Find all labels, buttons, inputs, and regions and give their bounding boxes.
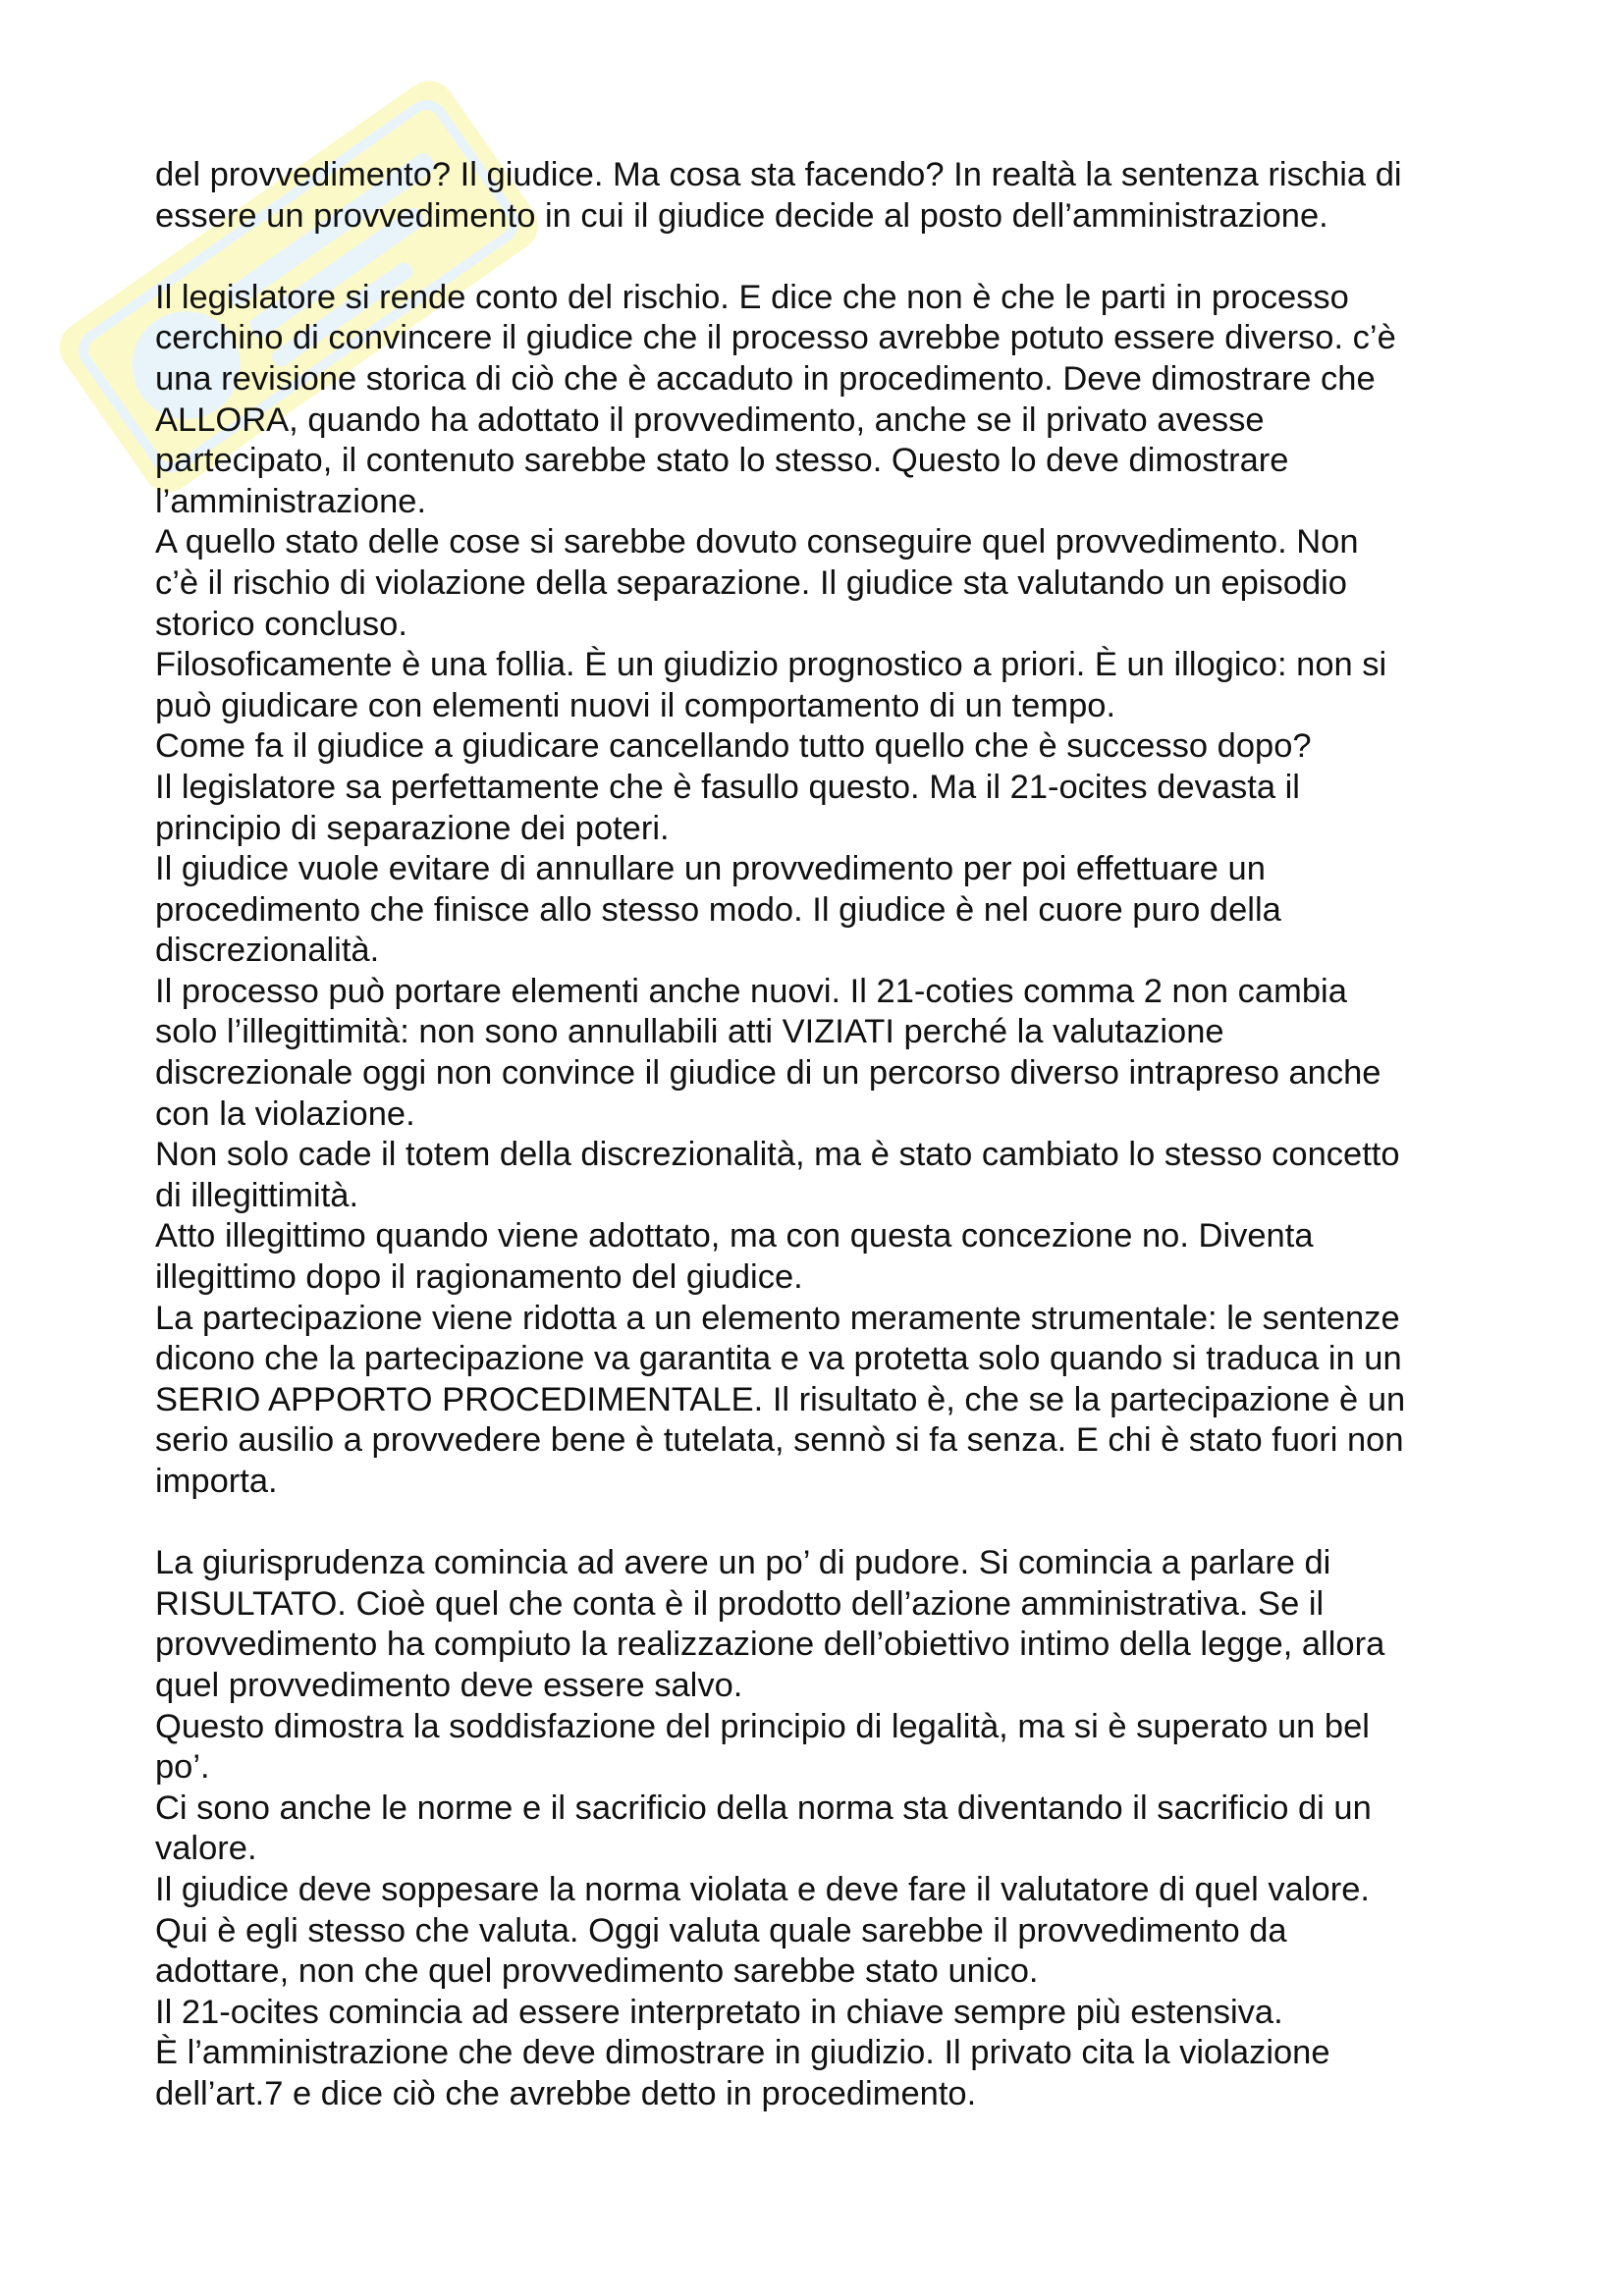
- text-line: di illegittimità.: [155, 1176, 359, 1214]
- text-line: provvedimento ha compiuto la realizzazione dell’obiettivo intimo della legge, allora: [155, 1626, 1385, 1664]
- text-line: Ci sono anche le norme e il sacrificio della norma sta diventando il sacrificio di un: [155, 1789, 1372, 1827]
- text-line: Atto illegittimo quando viene adottato, ma con questa concezione no. Diventa: [155, 1217, 1314, 1255]
- text-line: La partecipazione viene ridotta a un elemento meramente strumentale: le sentenze: [155, 1299, 1400, 1337]
- text-line: quel provvedimento deve essere salvo.: [155, 1666, 743, 1704]
- text-line: Come fa il giudice a giudicare cancellando tutto quello che è successo dopo?: [155, 727, 1312, 766]
- text-line: Qui è egli stesso che valuta. Oggi valuta quale sarebbe il provvedimento da: [155, 1911, 1287, 1949]
- text-line: po’.: [155, 1748, 210, 1787]
- text-line: discrezionalità.: [155, 932, 380, 970]
- text-line: l’amministrazione.: [155, 482, 427, 520]
- paragraph-gap: [155, 237, 1481, 278]
- text-line: illegittimo dopo il ragionamento del giudice.: [155, 1258, 803, 1297]
- text-line: Il giudice deve soppesare la norma violata e deve fare il valutatore di quel valore.: [155, 1870, 1370, 1908]
- paragraph-legislatore: [155, 278, 1481, 1503]
- paragraph-gap: [155, 1503, 1481, 1544]
- text-line: SERIO APPORTO PROCEDIMENTALE. Il risultato è, che se la partecipazione è un: [155, 1380, 1406, 1418]
- text-line: importa.: [155, 1463, 278, 1500]
- text-line: Non solo cade il totem della discrezionalità, ma è stato cambiato lo stesso concetto: [155, 1136, 1400, 1174]
- text-line: partecipato, il contenuto sarebbe stato lo stesso. Questo lo deve dimostrare: [155, 442, 1289, 480]
- text-line: può giudicare con elementi nuovi il comportamento di un tempo.: [155, 686, 1116, 724]
- text-line: Filosoficamente è una follia. È un giudizio prognostico a priori. È un illogico: non si: [155, 646, 1387, 684]
- document-body: [155, 155, 1481, 2115]
- text-line: La giurisprudenza comincia ad avere un po’ di pudore. Si comincia a parlare di: [155, 1544, 1331, 1582]
- text-line: cerchino di convincere il giudice che il processo avrebbe potuto essere diverso. c’è: [155, 319, 1396, 357]
- text-line: Il processo può portare elementi anche nuovi. Il 21-coties comma 2 non cambia: [155, 972, 1347, 1010]
- text-line: Il 21-ocites comincia ad essere interpretato in chiave sempre più estensiva.: [155, 1993, 1283, 2031]
- text-line: Il legislatore si rende conto del rischio. E dice che non è che le parti in processo: [155, 278, 1349, 316]
- text-line: del provvedimento? Il giudice. Ma cosa sta facendo? In realtà la sentenza rischia di: [155, 156, 1402, 193]
- text-line: Il giudice vuole evitare di annullare un provvedimento per poi effettuare un: [155, 850, 1266, 888]
- paragraph-intro: [155, 155, 1481, 237]
- text-line: con la violazione.: [155, 1095, 415, 1133]
- text-line: essere un provvedimento in cui il giudice decide al posto dell’amministrazione.: [155, 196, 1328, 235]
- text-line: ALLORA, quando ha adottato il provvedimento, anche se il privato avesse: [155, 400, 1265, 439]
- text-line: discrezionale oggi non convince il giudice di un percorso diverso intrapreso anche: [155, 1054, 1381, 1093]
- text-line: procedimento che finisce allo stesso modo. Il giudice è nel cuore puro della: [155, 890, 1281, 929]
- text-line: È l’amministrazione che deve dimostrare in giudizio. Il privato cita la violazione: [155, 2034, 1330, 2072]
- text-line: Il legislatore sa perfettamente che è fasullo questo. Ma il 21-ocites devasta il: [155, 768, 1300, 806]
- paragraph-giurisprudenza: [155, 1543, 1481, 2114]
- text-line: valore.: [155, 1830, 257, 1868]
- text-line: storico concluso.: [155, 605, 407, 643]
- text-line: dell’art.7 e dice ciò che avrebbe detto in procedimento.: [155, 2074, 977, 2112]
- text-line: c’è il rischio di violazione della separazione. Il giudice sta valutando un episodio: [155, 563, 1347, 602]
- text-line: principio di separazione dei poteri.: [155, 809, 670, 847]
- text-line: Questo dimostra la soddisfazione del principio di legalità, ma si è superato un bel: [155, 1707, 1370, 1745]
- text-line: solo l’illegittimità: non sono annullabili atti VIZIATI perché la valutazione: [155, 1013, 1224, 1051]
- text-line: A quello stato delle cose si sarebbe dovuto conseguire quel provvedimento. Non: [155, 523, 1359, 561]
- text-line: RISULTATO. Cioè quel che conta è il prodotto dell’azione amministrativa. Se il: [155, 1584, 1325, 1623]
- text-line: serio ausilio a provvedere bene è tutelata, sennò si fa senza. E chi è stato fuori non: [155, 1421, 1404, 1460]
- text-line: adottare, non che quel provvedimento sarebbe stato unico.: [155, 1952, 1039, 1991]
- text-line: dicono che la partecipazione va garantita e va protetta solo quando si traduca in un: [155, 1340, 1402, 1378]
- text-line: una revisione storica di ciò che è accaduto in procedimento. Deve dimostrare che: [155, 359, 1376, 398]
